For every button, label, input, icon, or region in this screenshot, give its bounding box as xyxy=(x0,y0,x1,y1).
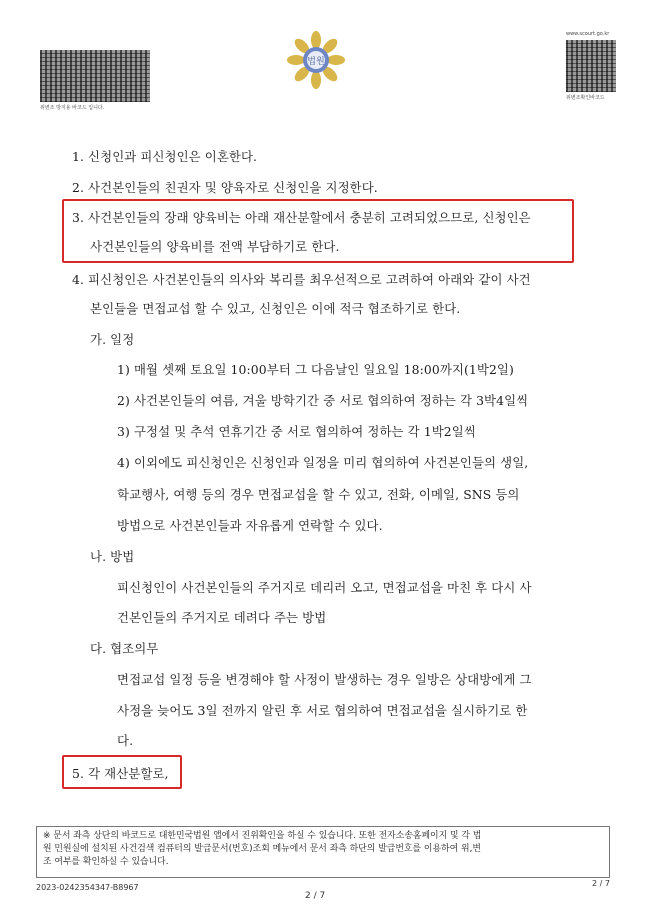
verification-notice-box xyxy=(36,826,610,878)
highlight-box-clause-3 xyxy=(62,199,574,263)
verification-barcode-left xyxy=(40,50,150,102)
cooperation-line-1: 면접교섭 일정 등을 변경해야 할 사정이 발생하는 경우 일방은 상대방에게 그 xyxy=(117,672,532,687)
notice-line-1: ※ 문서 좌측 상단의 바코드로 대한민국법원 앱에서 진위확인을 하실 수 있습니다. 또한 전자소송홈페이지 및 각 법 xyxy=(43,831,482,841)
schedule-item-4-line-1: 4) 이외에도 피신청인은 신청인과 일정을 미리 협의하여 사건본인들의 생일, xyxy=(117,455,529,470)
notice-line-3: 조 여부를 확인하실 수 있습니다. xyxy=(43,857,169,867)
page-number-right: 2 / 7 xyxy=(592,879,610,888)
section-da-cooperation-heading: 다. 협조의무 xyxy=(90,641,159,656)
clause-3-line-2: 사건본인들의 양육비를 전액 부담하기로 한다. xyxy=(90,239,340,254)
clause-5-property-division: 5. 각 재산분할로, xyxy=(72,766,169,781)
clause-1-divorce: 1. 신청인과 피신청인은 이혼한다. xyxy=(72,149,258,164)
page-number-center: 2 / 7 xyxy=(305,891,326,901)
right-barcode-caption: 위변조확인바코드 xyxy=(566,95,605,101)
verification-barcode-right xyxy=(566,40,616,92)
schedule-item-2: 2) 사건본인들의 여름, 겨울 방학기간 중 서로 협의하여 정하는 각 3박4일씩 xyxy=(117,393,529,408)
method-line-1: 피신청인이 사건본인들의 주거지로 데리러 오고, 면접교섭을 마친 후 다시 사 xyxy=(117,580,532,595)
schedule-item-1: 1) 매월 셋째 토요일 10:00부터 그 다음날인 일요일 18:00까지(1박2일) xyxy=(117,362,514,377)
schedule-item-3: 3) 구정설 및 추석 연휴기간 중 서로 협의하여 정하는 각 1박2일씩 xyxy=(117,424,476,439)
section-na-method-heading: 나. 방법 xyxy=(90,549,135,564)
cooperation-line-3: 다. xyxy=(117,733,134,748)
clause-4-line-2: 본인들을 면접교섭 할 수 있고, 신청인은 이에 적극 협조하기로 한다. xyxy=(90,301,461,316)
notice-line-2: 원 민원실에 설치된 사건검색 컴퓨터의 발급문서(번호)조회 메뉴에서 문서 좌측 하단의 발급번호를 이용하여 위,변 xyxy=(43,844,481,854)
cooperation-line-2: 사정을 늦어도 3일 전까지 알린 후 서로 협의하여 면접교섭을 실시하기로 한 xyxy=(117,703,528,718)
section-ga-schedule-heading: 가. 일정 xyxy=(90,332,135,347)
clause-4-line-1: 4. 피신청인은 사건본인들의 의사와 복리를 최우선적으로 고려하여 아래와 같이 사건 xyxy=(72,272,531,287)
highlight-box-clause-5 xyxy=(62,755,182,789)
left-barcode-caption: 위변조 방지용 바코드 입니다. xyxy=(40,105,105,111)
schedule-item-4-line-3: 방법으로 사건본인들과 자유롭게 연락할 수 있다. xyxy=(117,518,383,533)
schedule-item-4-line-2: 학교행사, 여행 등의 경우 면접교섭을 할 수 있고, 전화, 이메일, SNS 등의 xyxy=(117,487,520,502)
method-line-2: 건본인들의 주거지로 데려다 주는 방법 xyxy=(117,610,327,625)
court-website: www.scourt.go.kr xyxy=(566,31,610,37)
issuance-number: 2023-0242354347-B8967 xyxy=(36,883,139,892)
emblem-label: 법원 xyxy=(307,57,325,67)
clause-2-custody: 2. 사건본인들의 친권자 및 양육자로 신청인을 지정한다. xyxy=(72,180,378,195)
court-emblem-icon xyxy=(286,30,346,90)
clause-3-line-1: 3. 사건본인들의 장래 양육비는 아래 재산분할에서 충분히 고려되었으므로, 신청인은 xyxy=(72,210,531,225)
